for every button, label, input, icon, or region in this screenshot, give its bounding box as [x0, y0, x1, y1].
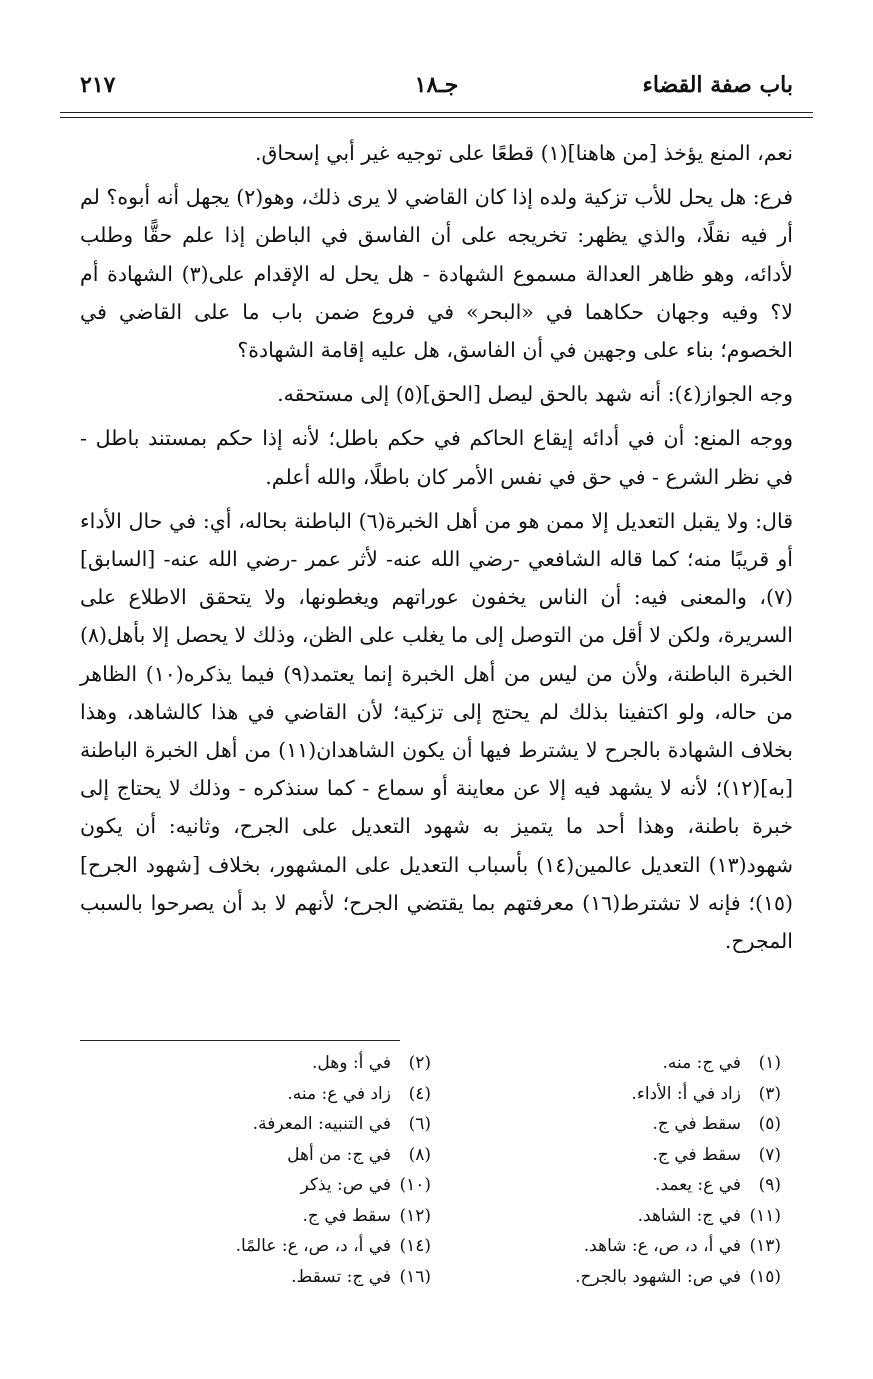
paragraph: نعم، المنع يؤخذ [من هاهنا](١) قطعًا على توجيه غير أبي إسحاق.: [254, 141, 793, 165]
footnote-number: (١٦): [399, 1266, 431, 1287]
footnote-separator: [80, 1040, 400, 1041]
main-text: [80, 134, 793, 966]
footnote-number: (١٠): [399, 1175, 431, 1195]
footnote-number: (١٥): [749, 1266, 781, 1287]
footnote-item: [91, 1262, 431, 1293]
footnote-item: [441, 1048, 781, 1079]
footnotes: [80, 1048, 781, 1308]
footnote-number: (٥): [758, 1114, 781, 1134]
footnotes-column-odd: [441, 1048, 781, 1292]
footnote-text: سقط في ج.: [302, 1205, 391, 1226]
footnote-number: (٩): [758, 1175, 781, 1195]
paragraph: قال: ولا يقبل التعديل إلا ممن هو من أهل الخبرة(٦) الباطنة بحاله، أي: في حال الأداء أو قريبًا منه؛ كما قاله الشافعي -رضي الله عنه- لأثر عمر -رضي الله عنه- [السابق](٧)، والمعنى فيه: أن الناس يخفون عوراتهم ويغطونها، ولا يتحقق الاطلاع على السريرة، ولكن لا أقل من التوصل إلى ما يغلب على الظن، وذلك لا يحصل إلا بأهل(٨) الخبرة الباطنة، ولأن من ليس من أهل الخبرة إنما يعتمد(٩) فيما يذكره(١٠) الظاهر من حاله، ولو اكتفينا بذلك لم يحتج إلى تزكية؛ لأن القاضي في هذا كالشاهد، وهذا بخلاف الشهادة بالجرح لا يشترط فيها أن يكون الشاهدان(١١) من أهل الخبرة الباطنة [به](١٢)؛ لأنه لا يشهد فيه إلا عن معاينة أو سماع - كما سنذكره - وذلك لا يحتاج إلى خبرة باطنة، وهذا أحد ما يتميز به شهود التعديل على الجرح، وثانيه: أن يكون شهود(١٣) التعديل عالمين(١٤) بأسباب التعديل على المشهور، بخلاف [شهود الجرح](١٥)؛ فإنه لا تشترط(١٦) معرفتهم بما يقتضي الجرح؛ لأنهم لا بد أن يصرحوا بالسبب المجرح.: [80, 508, 794, 954]
footnote-number: (١٣): [749, 1236, 781, 1256]
footnote-text: سقط في ج.: [652, 1144, 741, 1165]
page-number: ٢١٧: [80, 72, 116, 98]
footnote-item: [91, 1109, 431, 1140]
footnote-item: [91, 1079, 431, 1110]
footnote-text: في ج: الشاهد.: [637, 1205, 741, 1226]
footnote-item: [91, 1048, 431, 1079]
footnote-number: (١٤): [399, 1236, 431, 1256]
paragraph: فرع: هل يحل للأب تزكية ولده إذا كان القاضي لا يرى ذلك، وهو(٢) يجهل أنه أبوه؟ لم أر فيه نقلًا، والذي يظهر: تخريجه على أن الفاسق في الباطن إذا علم حقًّا وطلب لأدائه، وهو ظاهر العدالة مسموع الشهادة - هل يحل له الإقدام على(٣) الشهادة أم لا؟ وفيه وجهان حكاهما في «البحر» في فروع ضمن باب ما على القاضي في الخصوم؛ بناء على وجهين في أن الفاسق، هل عليه إقامة الشهادة؟: [80, 185, 794, 363]
footnote-item: [91, 1201, 431, 1232]
footnote-number: (١): [758, 1053, 781, 1073]
paragraph: وجه الجواز(٤): أنه شهد بالحق ليصل [الحق](٥) إلى مستحقه.: [277, 382, 793, 407]
footnote-text: زاد في ع: منه.: [287, 1083, 391, 1104]
chapter-title: باب صفة القضاء: [642, 72, 793, 98]
footnote-item: [91, 1170, 431, 1201]
footnote-text: في ع: يعمد.: [654, 1175, 741, 1195]
footnote-item: [441, 1140, 781, 1171]
footnote-number: (١٢): [399, 1205, 431, 1226]
footnote-text: في أ: وهل.: [311, 1053, 391, 1073]
footnote-text: في أ، د، ص، ع: شاهد.: [583, 1236, 741, 1256]
footnote-item: [441, 1262, 781, 1293]
footnote-number: (٦): [408, 1114, 431, 1134]
header-rule-bottom: [60, 117, 813, 118]
footnote-number: (٨): [408, 1144, 431, 1165]
footnote-number: (٣): [758, 1083, 781, 1104]
footnote-text: في التنبيه: المعرفة.: [252, 1114, 391, 1134]
footnote-number: (١١): [749, 1205, 781, 1226]
footnote-text: سقط في ج.: [652, 1114, 741, 1134]
running-header: [80, 68, 793, 112]
footnote-text: في أ، د، ص، ع: عالمًا.: [235, 1236, 391, 1256]
footnote-number: (٧): [758, 1144, 781, 1165]
paragraph: ووجه المنع: أن في أدائه إيقاع الحاكم في حكم باطل؛ لأنه إذا حكم بمستند باطل - في نظر الشرع - في حق في نفس الأمر كان باطلًا، والله أعلم.: [80, 426, 793, 489]
footnote-text: في ص: الشهود بالجرح.: [575, 1266, 741, 1287]
footnote-item: [91, 1140, 431, 1171]
footnote-item: [91, 1231, 431, 1262]
footnote-item: [441, 1109, 781, 1140]
footnote-item: [441, 1170, 781, 1201]
footnote-item: [441, 1231, 781, 1262]
volume-label: جـ١٨: [414, 72, 459, 98]
footnote-text: زاد في أ: الأداء.: [631, 1083, 741, 1104]
footnote-text: في ص: يذكر: [300, 1175, 391, 1195]
footnote-item: [441, 1201, 781, 1232]
footnote-text: في ج: تسقط.: [291, 1266, 391, 1287]
footnote-text: في ج: من أهل: [287, 1144, 391, 1165]
footnote-number: (٢): [408, 1053, 431, 1073]
header-rule-top: [60, 112, 813, 113]
footnote-text: في ج: منه.: [662, 1053, 741, 1073]
footnote-item: [441, 1079, 781, 1110]
footnote-number: (٤): [408, 1083, 431, 1104]
footnotes-column-even: [91, 1048, 431, 1292]
